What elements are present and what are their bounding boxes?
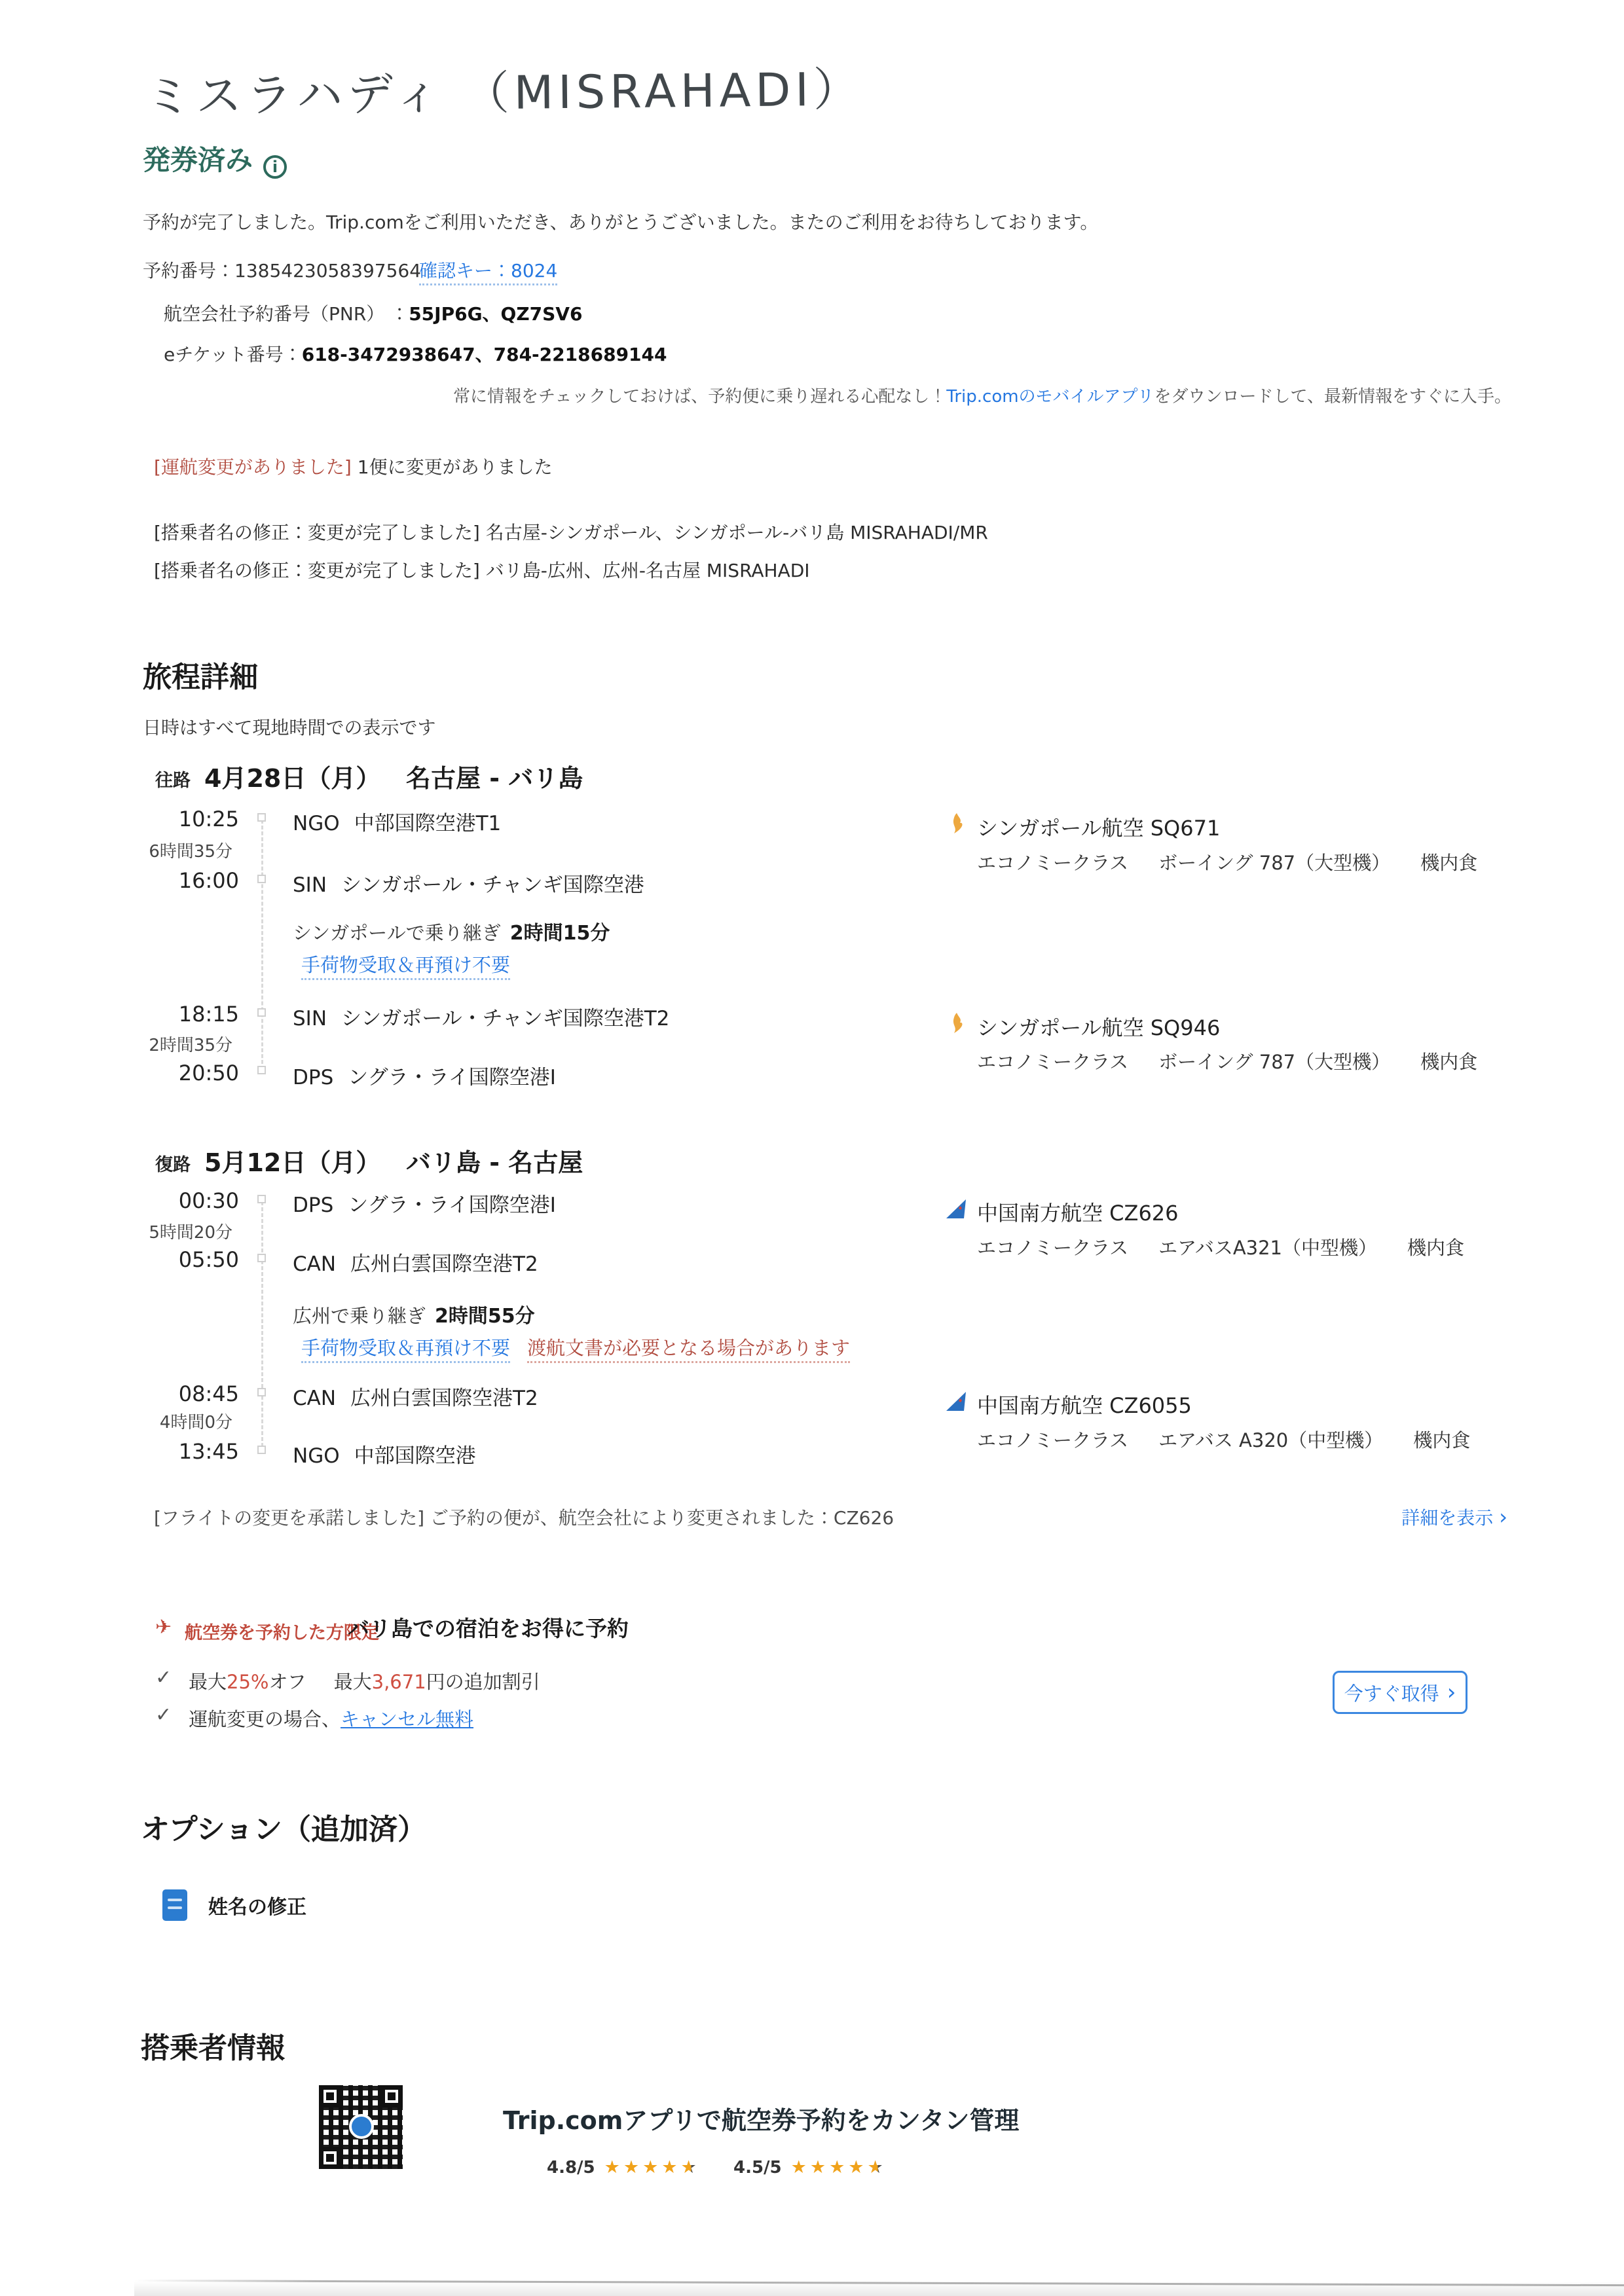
timeline-stop-marker: [257, 1195, 266, 1203]
get-now-button[interactable]: 今すぐ取得 ›: [1333, 1671, 1467, 1714]
timeline-stop-marker: [257, 1446, 266, 1454]
pnr-label: 航空会社予約番号（PNR） ：: [164, 303, 409, 325]
scan-edge-shadow: [134, 2282, 1624, 2296]
timeline-stop-marker: [257, 1254, 266, 1262]
return-label: 復路: [155, 1155, 191, 1175]
segment-duration: 5時間20分: [149, 1223, 232, 1243]
dep-time: 08:45: [178, 1381, 239, 1406]
schedule-change-tag: [運航変更がありました]: [154, 456, 352, 478]
eticket-label: eチケット番号：: [164, 344, 302, 365]
promo-tag: 航空券を予約した方限定: [185, 1623, 379, 1643]
travel-document-note[interactable]: 渡航文書が必要となる場合があります: [527, 1334, 850, 1360]
passenger-info-title: 搭乗者情報: [141, 2032, 285, 2065]
segment-duration: 2時間35分: [149, 1036, 232, 1055]
options-title: オプション（追加済）: [141, 1813, 427, 1846]
arr-time: 05:50: [178, 1247, 239, 1272]
check-icon: ✓: [155, 1704, 172, 1726]
arr-airport: SIN シンガポール・チャンギ国際空港: [293, 873, 644, 897]
arr-time: 20:50: [178, 1061, 239, 1085]
dep-airport: SIN シンガポール・チャンギ国際空港T2: [293, 1007, 670, 1030]
chevron-right-icon: ›: [1499, 1504, 1507, 1529]
booking-status-title: 発券済み: [143, 144, 253, 176]
itinerary-title: 旅程詳細: [143, 661, 258, 694]
promo-title: バリ島での宿泊をお得に予約: [348, 1616, 629, 1641]
eticket-row: [164, 340, 667, 367]
transfer-info: 広州で乗り継ぎ 2時間55分: [293, 1305, 535, 1328]
app-promo-title: Trip.comアプリで航空券予約をカンタン管理: [503, 2106, 1020, 2135]
timeline-stop-marker: [257, 875, 266, 883]
app-qr-code: [319, 2085, 403, 2169]
dep-time: 00:30: [178, 1188, 239, 1213]
flight-details: エコノミークラス ボーイング 787（大型機） 機内食: [977, 852, 1478, 874]
flight-details: エコノミークラス エアバス A320（中型機） 機内食: [977, 1429, 1471, 1451]
arr-airport: DPS ングラ・ライ国際空港I: [293, 1066, 556, 1089]
confirmation-key-link[interactable]: 確認キー：8024: [419, 257, 557, 283]
name-correction-notice-2: [搭乗者名の修正：変更が完了しました] バリ島-広州、広州-名古屋 MISRAHADI: [154, 560, 810, 581]
option-item-name-correction[interactable]: 姓名の修正: [162, 1889, 306, 1921]
timeline-stop-marker: [257, 813, 266, 822]
booking-status-row: [143, 139, 287, 179]
flight-details: エコノミークラス ボーイング 787（大型機） 機内食: [977, 1051, 1478, 1073]
baggage-through-link[interactable]: 手荷物受取＆再預け不要: [301, 1334, 510, 1360]
china-southern-icon: [944, 1197, 968, 1223]
eticket-value: 618-3472938647、784-2218689144: [301, 344, 667, 365]
schedule-change-notice: [154, 453, 553, 479]
outbound-label: 往路: [155, 771, 191, 791]
chevron-right-icon: ›: [1447, 1679, 1456, 1705]
booking-number-value: 1385423058397564: [234, 260, 422, 282]
app-rating-2: 4.5/5 ★★★★★: [733, 2157, 887, 2178]
timeline-stop-marker: [257, 1388, 266, 1396]
return-date: 5月12日（月）: [204, 1148, 381, 1177]
dep-airport: CAN 広州白雲国際空港T2: [293, 1387, 538, 1410]
timeline-stop-marker: [257, 1008, 266, 1017]
arr-time: 13:45: [178, 1439, 239, 1464]
promo-benefit-discount: 最大25%オフ 最大3,671円の追加割引: [189, 1671, 540, 1693]
pnr-row: [164, 300, 582, 326]
arr-airport: NGO 中部国際空港: [293, 1444, 476, 1468]
trip-logo-dot: [349, 2114, 374, 2139]
flight-change-accepted-notice: [フライトの変更を承諾しました] ご予約の便が、航空会社により変更されました：CZ626: [154, 1507, 895, 1529]
singapore-airlines-icon: [944, 1011, 968, 1038]
show-details-link[interactable]: 詳細を表示 ›: [1401, 1504, 1507, 1529]
check-icon: ✓: [155, 1666, 172, 1689]
info-icon[interactable]: i: [263, 155, 287, 179]
star-icons: ★★★★★: [790, 2157, 887, 2178]
name-correction-notice-1: [搭乗者名の修正：変更が完了しました] 名古屋-シンガポール、シンガポール-バリ島 MISRAHADI/MR: [154, 522, 988, 543]
flight-airline: シンガポール航空 SQ671: [977, 816, 1221, 841]
flight-airline: シンガポール航空 SQ946: [977, 1015, 1221, 1040]
flight-airline: 中国南方航空 CZ626: [977, 1201, 1179, 1226]
flight-details: エコノミークラス エアバスA321（中型機） 機内食: [977, 1237, 1465, 1259]
promo-benefit-cancel: 運航変更の場合、キャンセル無料: [189, 1708, 474, 1730]
return-timeline: [261, 1201, 263, 1447]
app-download-banner: 常に情報をチェックしておけば、予約便に乗り遅れる心配なし！Trip.comのモバイルアプリをダウンロードして、最新情報をすぐに入手。: [453, 387, 1511, 407]
dep-time: 10:25: [178, 807, 239, 831]
flight-airline: 中国南方航空 CZ6055: [977, 1393, 1192, 1418]
schedule-change-text: 1便に変更がありました: [357, 456, 553, 478]
handwritten-passenger-name: ミスラハディ （MISRAHADI）: [145, 62, 864, 124]
arr-time: 16:00: [178, 868, 239, 893]
segment-duration: 6時間35分: [149, 842, 232, 862]
arr-airport: CAN 広州白雲国際空港T2: [293, 1252, 538, 1276]
outbound-route: 名古屋 - バリ島: [406, 764, 583, 793]
star-icons: ★★★★★: [604, 2157, 700, 2178]
free-cancel-link[interactable]: キャンセル無料: [341, 1708, 474, 1730]
plane-icon: ✈: [155, 1616, 172, 1639]
app-rating-1: 4.8/5 ★★★★★: [547, 2157, 700, 2178]
dep-time: 18:15: [178, 1002, 239, 1027]
baggage-through-link[interactable]: 手荷物受取＆再預け不要: [301, 951, 510, 977]
booking-number-row: [143, 257, 421, 283]
outbound-date: 4月28日（月）: [204, 764, 381, 793]
booking-number-label: 予約番号：: [143, 260, 235, 282]
dep-airport: NGO 中部国際空港T1: [293, 812, 502, 835]
thanks-message: 予約が完了しました。Trip.comをご利用いただき、ありがとうございました。またのご利用をお待ちしております。: [143, 211, 1099, 233]
itinerary-timezone-note: 日時はすべて現地時間での表示です: [143, 717, 436, 738]
return-route: バリ島 - 名古屋: [406, 1148, 583, 1177]
timeline-stop-marker: [257, 1066, 266, 1074]
outbound-timeline: [261, 820, 263, 1070]
segment-duration: 4時間0分: [159, 1413, 232, 1432]
singapore-airlines-icon: [944, 812, 968, 838]
pnr-value: 55JP6G、QZ7SV6: [409, 303, 583, 325]
mobile-app-link[interactable]: Trip.comのモバイルアプリ: [946, 387, 1154, 407]
china-southern-icon: [944, 1389, 968, 1415]
name-edit-icon: [162, 1889, 187, 1921]
dep-airport: DPS ングラ・ライ国際空港I: [293, 1194, 556, 1217]
transfer-info: シンガポールで乗り継ぎ 2時間15分: [293, 922, 610, 945]
